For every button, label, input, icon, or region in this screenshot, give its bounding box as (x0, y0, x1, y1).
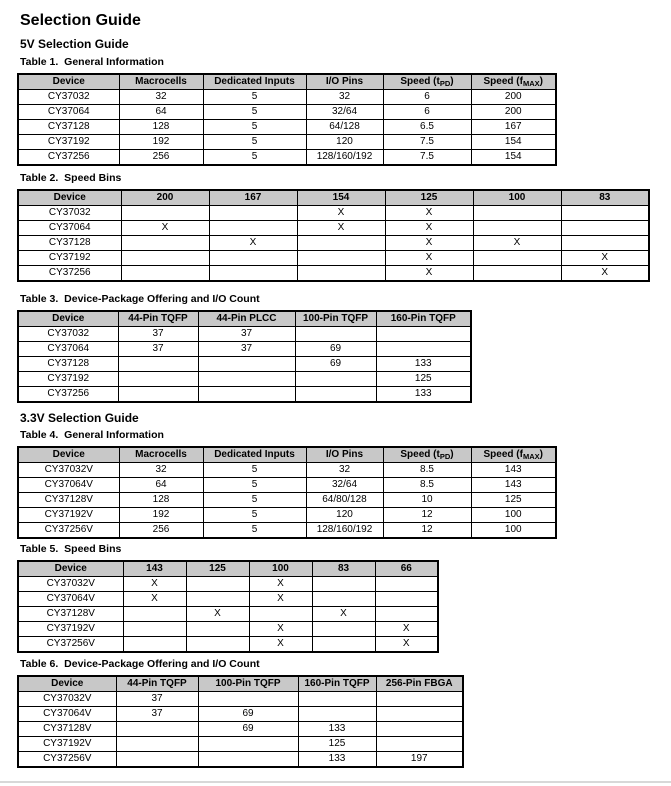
device-cell: CY37064 (18, 105, 119, 120)
value-cell: 5 (203, 105, 306, 120)
value-cell (312, 577, 375, 592)
device-cell: CY37064V (18, 592, 123, 607)
device-cell: CY37256 (18, 266, 121, 282)
table-5-caption: Table 5. Speed Bins (20, 543, 122, 555)
value-cell: 32 (119, 90, 203, 105)
value-cell (473, 251, 561, 266)
table-row (18, 752, 463, 768)
value-cell (312, 637, 375, 653)
value-cell (121, 266, 209, 282)
header-row (18, 311, 471, 327)
value-cell: 64 (119, 105, 203, 120)
device-cell: CY37128 (18, 357, 118, 372)
value-cell: 69 (295, 357, 376, 372)
value-cell (561, 206, 649, 221)
value-cell: X (123, 592, 186, 607)
value-cell: 128 (119, 493, 203, 508)
value-cell (116, 752, 198, 768)
table-row (18, 221, 649, 236)
value-cell: 128/160/192 (306, 150, 383, 166)
data-table (17, 560, 439, 653)
value-cell: X (473, 236, 561, 251)
value-cell (298, 692, 376, 707)
section-heading-5v: 5V Selection Guide (20, 37, 129, 51)
table-row (18, 577, 438, 592)
column-header: Dedicated Inputs (203, 447, 306, 463)
value-cell (473, 206, 561, 221)
device-cell: CY37256V (18, 637, 123, 653)
value-cell: 5 (203, 508, 306, 523)
value-cell: 192 (119, 135, 203, 150)
data-table (17, 310, 472, 403)
page-bottom-edge (0, 781, 671, 783)
column-header: 44-Pin TQFP (118, 311, 198, 327)
table-2-speed-bins (17, 189, 671, 282)
column-header: 125 (186, 561, 249, 577)
value-cell (123, 607, 186, 622)
table-1-caption: Table 1. General Information (20, 56, 164, 68)
value-cell: 200 (471, 90, 556, 105)
table-3-device-package-offering (17, 310, 671, 403)
column-header: I/O Pins (306, 447, 383, 463)
value-cell: X (249, 622, 312, 637)
value-cell: 154 (471, 150, 556, 166)
table-1-general-information (17, 73, 671, 166)
column-header: 160-Pin TQFP (298, 676, 376, 692)
value-cell: X (312, 607, 375, 622)
value-cell: 64/128 (306, 120, 383, 135)
table-row (18, 266, 649, 282)
column-header: 154 (297, 190, 385, 206)
value-cell: 37 (198, 327, 295, 342)
device-cell: CY37128V (18, 607, 123, 622)
value-cell (297, 266, 385, 282)
value-cell: 133 (298, 722, 376, 737)
value-cell: X (121, 221, 209, 236)
value-cell: X (186, 607, 249, 622)
column-header: 100 (473, 190, 561, 206)
table-6-device-package-offering (17, 675, 671, 768)
value-cell: X (375, 622, 438, 637)
value-cell (375, 577, 438, 592)
value-cell (186, 577, 249, 592)
table-row (18, 692, 463, 707)
value-cell (186, 637, 249, 653)
value-cell: 256 (119, 150, 203, 166)
table-row (18, 737, 463, 752)
value-cell: 12 (383, 523, 471, 539)
column-header: 125 (385, 190, 473, 206)
device-cell: CY37192V (18, 737, 116, 752)
column-header: 100 (249, 561, 312, 577)
section-5v-selection-guide (17, 29, 671, 403)
value-cell: 167 (471, 120, 556, 135)
table-row (18, 342, 471, 357)
column-header: Speed $(t_{PD})$ (383, 447, 471, 463)
value-cell (209, 221, 297, 236)
value-cell (376, 327, 471, 342)
table-4-general-information (17, 446, 671, 539)
value-cell: X (385, 206, 473, 221)
column-header: Device (18, 190, 121, 206)
value-cell (295, 387, 376, 403)
table-5-speed-bins (17, 560, 671, 653)
value-cell: 5 (203, 90, 306, 105)
table-3-caption: Table 3. Device-Package Offering and I/O Count (20, 293, 260, 305)
value-cell (375, 607, 438, 622)
device-cell: CY37128V (18, 493, 119, 508)
value-cell: 69 (198, 707, 298, 722)
value-cell: X (561, 251, 649, 266)
table-row (18, 120, 556, 135)
table-row (18, 463, 556, 478)
value-cell: 37 (116, 707, 198, 722)
value-cell: X (297, 206, 385, 221)
column-header: 44-Pin PLCC (198, 311, 295, 327)
value-cell (312, 592, 375, 607)
value-cell: 32 (119, 463, 203, 478)
table-row (18, 707, 463, 722)
value-cell (376, 342, 471, 357)
data-table (17, 189, 650, 282)
table-row (18, 523, 556, 539)
table-row (18, 387, 471, 403)
device-cell: CY37192 (18, 372, 118, 387)
device-cell: CY37032V (18, 577, 123, 592)
device-cell: CY37128 (18, 236, 121, 251)
column-header: Dedicated Inputs (203, 74, 306, 90)
device-cell: CY37064 (18, 342, 118, 357)
value-cell: X (249, 637, 312, 653)
value-cell (473, 221, 561, 236)
device-cell: CY37192 (18, 251, 121, 266)
value-cell (376, 722, 463, 737)
value-cell (123, 622, 186, 637)
device-cell: CY37032 (18, 90, 119, 105)
column-header: Macrocells (119, 447, 203, 463)
table-row (18, 372, 471, 387)
value-cell (209, 251, 297, 266)
value-cell (116, 722, 198, 737)
column-header: Device (18, 676, 116, 692)
value-cell: 69 (295, 342, 376, 357)
value-cell: 12 (383, 508, 471, 523)
value-cell (297, 236, 385, 251)
device-cell: CY37032V (18, 692, 116, 707)
table-row (18, 357, 471, 372)
device-cell: CY37128V (18, 722, 116, 737)
value-cell: X (249, 592, 312, 607)
value-cell (376, 737, 463, 752)
header-row (18, 676, 463, 692)
value-cell: 64/80/128 (306, 493, 383, 508)
value-cell (209, 266, 297, 282)
value-cell: 197 (376, 752, 463, 768)
table-row (18, 592, 438, 607)
value-cell: 64 (119, 478, 203, 493)
value-cell: 5 (203, 463, 306, 478)
column-header: 200 (121, 190, 209, 206)
value-cell: 128/160/192 (306, 523, 383, 539)
value-cell: 256 (119, 523, 203, 539)
header-row (18, 74, 556, 90)
value-cell: 32/64 (306, 105, 383, 120)
column-header: Macrocells (119, 74, 203, 90)
value-cell (561, 221, 649, 236)
value-cell (121, 251, 209, 266)
value-cell (186, 592, 249, 607)
table-row (18, 90, 556, 105)
table-row (18, 236, 649, 251)
value-cell: 128 (119, 120, 203, 135)
value-cell: 5 (203, 493, 306, 508)
value-cell (116, 737, 198, 752)
column-header: Device (18, 311, 118, 327)
table-row (18, 607, 438, 622)
value-cell: X (385, 221, 473, 236)
column-header: Speed $(t_{PD})$ (383, 74, 471, 90)
value-cell: X (385, 236, 473, 251)
value-cell: 5 (203, 523, 306, 539)
value-cell: 37 (116, 692, 198, 707)
column-header: 66 (375, 561, 438, 577)
value-cell (118, 387, 198, 403)
value-cell (186, 622, 249, 637)
table-row (18, 135, 556, 150)
value-cell: 125 (471, 493, 556, 508)
column-header: 256-Pin FBGA (376, 676, 463, 692)
value-cell: X (249, 577, 312, 592)
value-cell (198, 737, 298, 752)
value-cell (376, 707, 463, 722)
table-4-caption: Table 4. General Information (20, 429, 164, 441)
column-header: 83 (561, 190, 649, 206)
device-cell: CY37064V (18, 707, 116, 722)
value-cell: 32/64 (306, 478, 383, 493)
value-cell (198, 372, 295, 387)
value-cell (198, 387, 295, 403)
value-cell (249, 607, 312, 622)
value-cell: X (561, 266, 649, 282)
table-row (18, 327, 471, 342)
value-cell (295, 327, 376, 342)
column-header: Device (18, 447, 119, 463)
device-cell: CY37064 (18, 221, 121, 236)
value-cell: 133 (376, 387, 471, 403)
value-cell: 133 (298, 752, 376, 768)
value-cell (312, 622, 375, 637)
value-cell: 5 (203, 135, 306, 150)
value-cell: 6 (383, 90, 471, 105)
value-cell (295, 372, 376, 387)
column-header: 160-Pin TQFP (376, 311, 471, 327)
device-cell: CY37256 (18, 387, 118, 403)
value-cell: 7.5 (383, 150, 471, 166)
value-cell: 37 (198, 342, 295, 357)
table-row (18, 478, 556, 493)
value-cell: X (385, 266, 473, 282)
value-cell: X (209, 236, 297, 251)
device-cell: CY37064V (18, 478, 119, 493)
device-cell: CY37192V (18, 622, 123, 637)
value-cell (121, 206, 209, 221)
table-row (18, 206, 649, 221)
value-cell: 133 (376, 357, 471, 372)
page-title: Selection Guide (20, 12, 141, 29)
value-cell: 125 (298, 737, 376, 752)
header-row (18, 190, 649, 206)
table-row (18, 508, 556, 523)
value-cell (209, 206, 297, 221)
table-row (18, 722, 463, 737)
value-cell: 7.5 (383, 135, 471, 150)
value-cell: 154 (471, 135, 556, 150)
column-header: 100-Pin TQFP (198, 676, 298, 692)
value-cell: 100 (471, 523, 556, 539)
value-cell (298, 707, 376, 722)
table-2-caption: Table 2. Speed Bins (20, 172, 122, 184)
table-6-caption: Table 6. Device-Package Offering and I/O Count (20, 658, 260, 670)
value-cell: 69 (198, 722, 298, 737)
value-cell: 8.5 (383, 478, 471, 493)
value-cell: 6 (383, 105, 471, 120)
device-cell: CY37256V (18, 752, 116, 768)
table-row (18, 105, 556, 120)
value-cell: 10 (383, 493, 471, 508)
column-header: Device (18, 74, 119, 90)
value-cell: 37 (118, 342, 198, 357)
value-cell: 143 (471, 478, 556, 493)
table-row (18, 150, 556, 166)
value-cell (376, 692, 463, 707)
device-cell: CY37032 (18, 206, 121, 221)
data-table (17, 675, 464, 768)
table-row (18, 493, 556, 508)
document-page (0, 12, 671, 768)
column-header: 167 (209, 190, 297, 206)
value-cell: 5 (203, 120, 306, 135)
value-cell: 8.5 (383, 463, 471, 478)
table-row (18, 251, 649, 266)
column-header: Device (18, 561, 123, 577)
device-cell: CY37032 (18, 327, 118, 342)
value-cell (375, 592, 438, 607)
column-header: 100-Pin TQFP (295, 311, 376, 327)
value-cell (121, 236, 209, 251)
column-header: 143 (123, 561, 186, 577)
column-header: 83 (312, 561, 375, 577)
value-cell: 100 (471, 508, 556, 523)
table-row (18, 637, 438, 653)
value-cell: 32 (306, 463, 383, 478)
column-header: Speed $(f_{MAX})$ (471, 447, 556, 463)
value-cell: X (123, 577, 186, 592)
value-cell (297, 251, 385, 266)
column-header: I/O Pins (306, 74, 383, 90)
value-cell (118, 372, 198, 387)
value-cell: 6.5 (383, 120, 471, 135)
value-cell: 120 (306, 508, 383, 523)
value-cell (198, 692, 298, 707)
column-header: 44-Pin TQFP (116, 676, 198, 692)
value-cell: X (375, 637, 438, 653)
header-row (18, 561, 438, 577)
value-cell: 125 (376, 372, 471, 387)
value-cell: 143 (471, 463, 556, 478)
section-3-3v-selection-guide (17, 403, 671, 768)
value-cell: X (297, 221, 385, 236)
value-cell: 120 (306, 135, 383, 150)
value-cell (561, 236, 649, 251)
device-cell: CY37192 (18, 135, 119, 150)
value-cell: 5 (203, 150, 306, 166)
device-cell: CY37192V (18, 508, 119, 523)
value-cell (123, 637, 186, 653)
value-cell: 32 (306, 90, 383, 105)
column-header: Speed $(f_{MAX})$ (471, 74, 556, 90)
value-cell (198, 752, 298, 768)
device-cell: CY37128 (18, 120, 119, 135)
value-cell (473, 266, 561, 282)
data-table (17, 446, 557, 539)
section-heading-3-3v: 3.3V Selection Guide (20, 411, 139, 425)
data-table (17, 73, 557, 166)
device-cell: CY37032V (18, 463, 119, 478)
table-row (18, 622, 438, 637)
value-cell (118, 357, 198, 372)
device-cell: CY37256V (18, 523, 119, 539)
device-cell: CY37256 (18, 150, 119, 166)
value-cell: 5 (203, 478, 306, 493)
value-cell (198, 357, 295, 372)
value-cell: 192 (119, 508, 203, 523)
value-cell: X (385, 251, 473, 266)
value-cell: 37 (118, 327, 198, 342)
value-cell: 200 (471, 105, 556, 120)
header-row (18, 447, 556, 463)
